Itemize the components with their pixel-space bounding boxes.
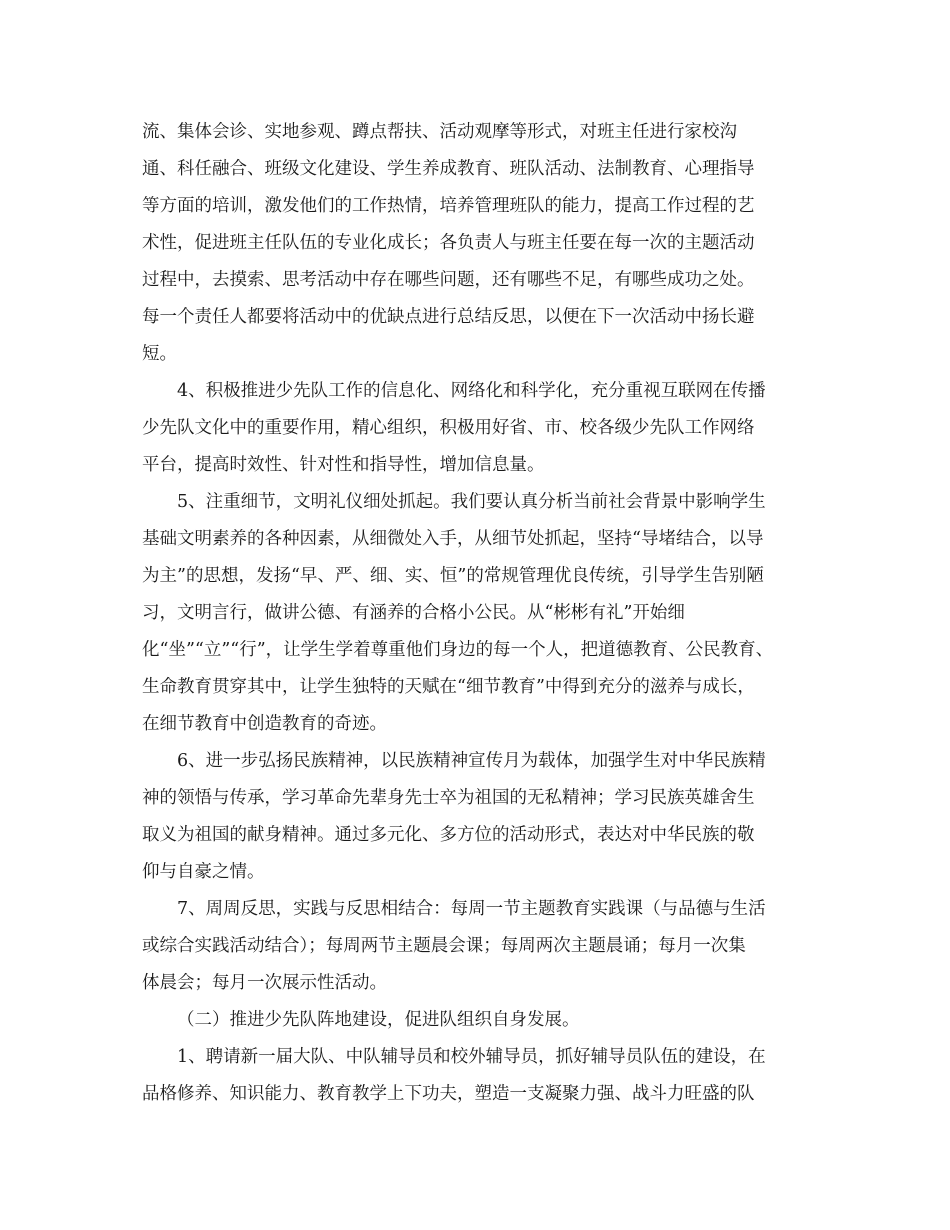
text-line: 仰与自豪之情。 bbox=[142, 862, 265, 882]
text-line: 取义为祖国的献身精神。通过多元化、多方位的活动形式，表达对中华民族的敬 bbox=[142, 825, 755, 845]
paragraph-start-line: 4、积极推进少先队工作的信息化、网络化和科学化，充分重视互联网在传播 bbox=[177, 381, 766, 401]
text-line: 化“坐”“立”“行”，让学生学着尊重他们身边的每一个人，把道德教育、公民教育、 bbox=[142, 640, 774, 660]
text-line: 体晨会；每月一次展示性活动。 bbox=[142, 973, 387, 993]
text-line: 过程中，去摸索、思考活动中存在哪些问题，还有哪些不足，有哪些成功之处。 bbox=[142, 270, 755, 290]
document-body bbox=[142, 114, 810, 1113]
text-line: 等方面的培训，激发他们的工作热情，培养管理班队的能力，提高工作过程的艺 bbox=[142, 196, 755, 216]
text-line: 品格修养、知识能力、教育教学上下功夫，塑造一支凝聚力强、战斗力旺盛的队 bbox=[142, 1084, 755, 1104]
text-line: 少先队文化中的重要作用，精心组织，积极用好省、市、校各级少先队工作网络 bbox=[142, 418, 755, 438]
text-line: 神的领悟与传承，学习革命先辈身先士卒为祖国的无私精神；学习民族英雄舍生 bbox=[142, 788, 755, 808]
text-line: 平台，提高时效性、针对性和指导性，增加信息量。 bbox=[142, 455, 545, 475]
paragraph-start-line: 7、周周反思，实践与反思相结合：每周一节主题教育实践课（与品德与生活 bbox=[177, 899, 766, 919]
paragraph-start-line: 1、聘请新一届大队、中队辅导员和校外辅导员，抓好辅导员队伍的建设，在 bbox=[177, 1047, 766, 1067]
text-line: 生命教育贯穿其中，让学生独特的天赋在“细节教育”中得到充分的滋养与成长， bbox=[142, 677, 755, 697]
text-line: 每一个责任人都要将活动中的优缺点进行总结反思，以便在下一次活动中扬长避 bbox=[142, 307, 755, 327]
section-heading: （二）推进少先队阵地建设，促进队组织自身发展。 bbox=[177, 1010, 580, 1030]
text-line: 术性，促进班主任队伍的专业化成长；各负责人与班主任要在每一次的主题活动 bbox=[142, 233, 755, 253]
text-line: 流、集体会诊、实地参观、蹲点帮扶、活动观摩等形式，对班主任进行家校沟 bbox=[142, 122, 737, 142]
paragraph-start-line: 6、进一步弘扬民族精神，以民族精神宣传月为载体，加强学生对中华民族精 bbox=[177, 751, 766, 771]
text-line: 基础文明素养的各种因素，从细微处入手，从细节处抓起，坚持“导堵结合，以导 bbox=[142, 529, 764, 549]
text-line: 短。 bbox=[142, 344, 177, 364]
text-line: 或综合实践活动结合）；每周两节主题晨会课；每周两次主题晨诵；每月一次集 bbox=[142, 936, 746, 956]
text-line: 在细节教育中创造教育的奇迹。 bbox=[142, 714, 387, 734]
paragraph-start-line: 5、注重细节，文明礼仪细处抓起。我们要认真分析当前社会背景中影响学生 bbox=[177, 492, 766, 512]
text-line: 通、科任融合、班级文化建设、学生养成教育、班队活动、法制教育、心理指导 bbox=[142, 159, 755, 179]
text-line: 为主”的思想，发扬“早、严、细、实、恒”的常规管理优良传统，引导学生告别陋 bbox=[142, 566, 764, 586]
text-line: 习，文明言行，做讲公德、有涵养的合格小公民。从“彬彬有礼”开始细 bbox=[142, 603, 685, 623]
